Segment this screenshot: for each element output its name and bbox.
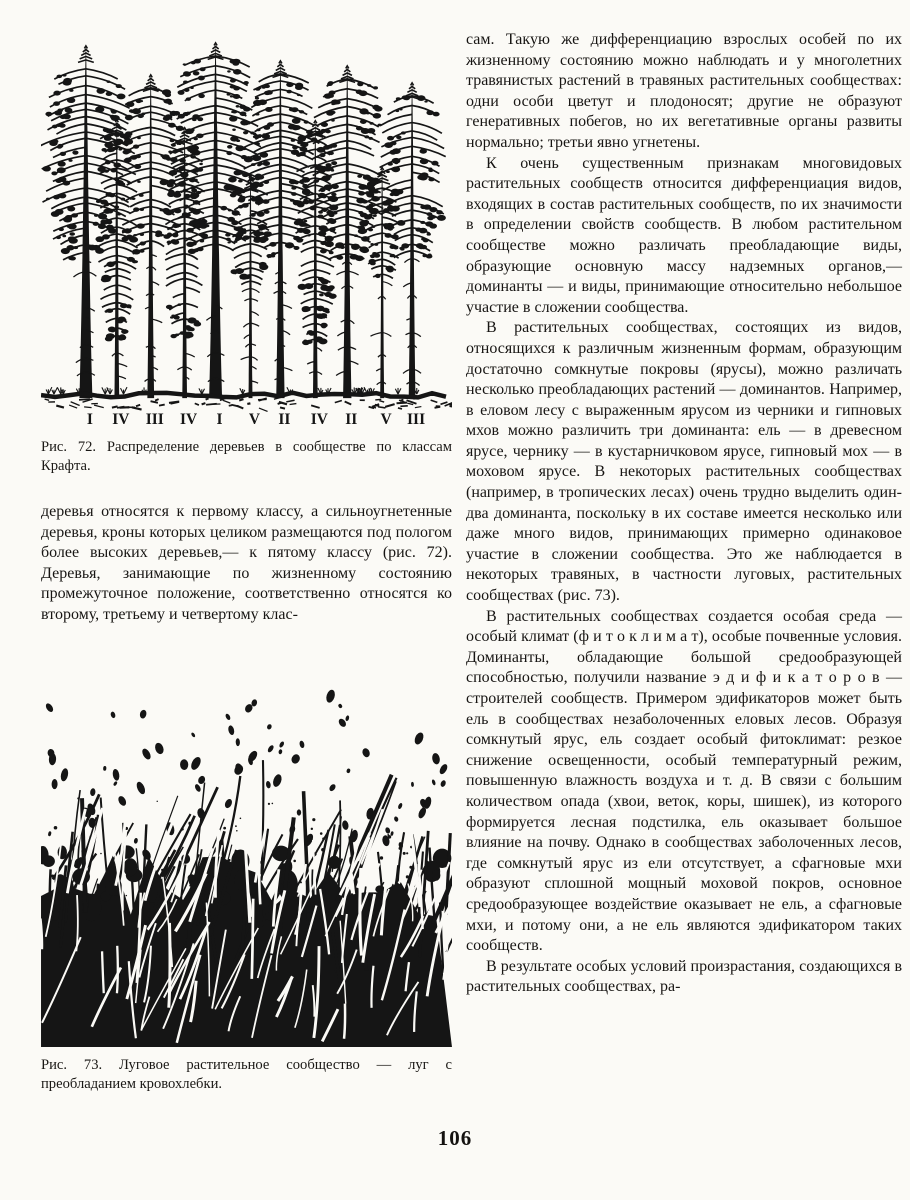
text-paragraph: К очень существенным признакам многовидовых растительных сообществ относится дифференциация видов, входящих в состав растительных сообществ, по их значимости в определении свойств сообществ. В любом растительном сообществе можно различать преобладающие виды, образующие основную массу надземных органов,— доминанты — и виды, принимающие относительно небольшое участие в сложении сообщества. xyxy=(466,154,902,316)
kraft-class-label: IV xyxy=(310,411,328,429)
right-column xyxy=(466,30,902,1094)
text-paragraph: В растительных сообществах создается особая среда — особый климат (ф и т о к л и м а т), особые почвенные условия. Доминанты, обладающие большой средообразующей способностью, получили название э д и ф и к а т о р о в — строителей сообществ. Примером эдификаторов может быть ель в сообществах незаболоченных еловых лесов. Образуя сомкнутый ярус, ель создает особый фитоклимат: резкое снижение освещенности, особый температурный режим, повышенную влажность воздуха и т. д. В связи с большим количеством опада (хвои, веток, коры, шишек), из которого формируется лесная подстилка, ель оказывает большое влияние на почву. Однако в сообществах заболоченных лесов, где сомкнутый ярус из ели отсутствует, а сфагновые мхи образуют сплошной мощный моховой покров, основное средообразующее воздействие оказывает не ель, а сфагновые мхи, и потому они, а не ель являются эдификатором таких сообществ. xyxy=(466,607,902,955)
kraft-class-label: II xyxy=(345,411,358,429)
figure-73-illustration xyxy=(41,656,452,1047)
kraft-class-label: V xyxy=(248,411,261,429)
kraft-class-label: IV xyxy=(112,411,130,429)
kraft-class-label: IV xyxy=(180,411,198,429)
kraft-class-label: I xyxy=(86,411,93,429)
figure-72 xyxy=(41,30,452,476)
figure-73 xyxy=(41,656,452,1094)
left-column xyxy=(41,30,452,1094)
figure-73-caption: Рис. 73. Луговое растительное сообщество — луг с преобладанием кровохлебки. xyxy=(41,1056,452,1092)
kraft-class-label: V xyxy=(380,411,392,429)
kraft-class-label: III xyxy=(145,411,164,429)
figure-72-illustration xyxy=(41,30,452,429)
kraft-class-label: II xyxy=(278,411,291,429)
left-text-paragraph: деревья относятся к первому классу, а сильноугнетенные деревья, кроны которых целиком размещаются под пологом более высоких деревьев,— к пятому классу (рис. 72). Деревья, занимающие по жизненному состоянию промежуточное положение, соответственно относятся ко второму, третьему и четвертому клас- xyxy=(41,503,452,623)
figure-72-caption: Рис. 72. Распределение деревьев в сообществе по классам Крафта. xyxy=(41,439,452,474)
content-columns xyxy=(41,30,910,1094)
page-number: 106 xyxy=(437,1126,473,1150)
text-paragraph: В растительных сообществах, состоящих из видов, относящихся к различным жизненным формам, образующим достаточно сомкнутые покровы (ярусы), можно различать несколько преобладающих растений — доминантов. Например, в еловом лесу с выраженным ярусом из черники и гипновых мхов можно различить три доминанта: ель — в древесном ярусе, чернику — в кустарничковом ярусе, гипновый мох — в моховом ярусе. В некоторых растительных сообществах (например, в тропических лесах) очень трудно выделить один-два доминанта, поскольку в их составе имеется несколько или даже много видов, принимающих примерно одинаковое участие в сложении сообщества. Это же наблюдается в некоторых травяных, в частности луговых, растительных сообществах (рис. 73). xyxy=(466,319,902,605)
kraft-class-label: I xyxy=(216,411,223,429)
text-paragraph: сам. Такую же дифференциацию взрослых особей по их жизненному состоянию можно наблюдать и у многолетних травянистых растений в травяных растительных сообществах: одни особи цветут и плодоносят; другие не образуют генеративных побегов, но их вегетативные органы развиты нормально; третьи явно угнетены. xyxy=(466,31,902,151)
text-paragraph: В результате особых условий произрастания, создающихся в растительных сообществах, ра- xyxy=(466,957,902,996)
kraft-class-label: III xyxy=(407,411,426,429)
